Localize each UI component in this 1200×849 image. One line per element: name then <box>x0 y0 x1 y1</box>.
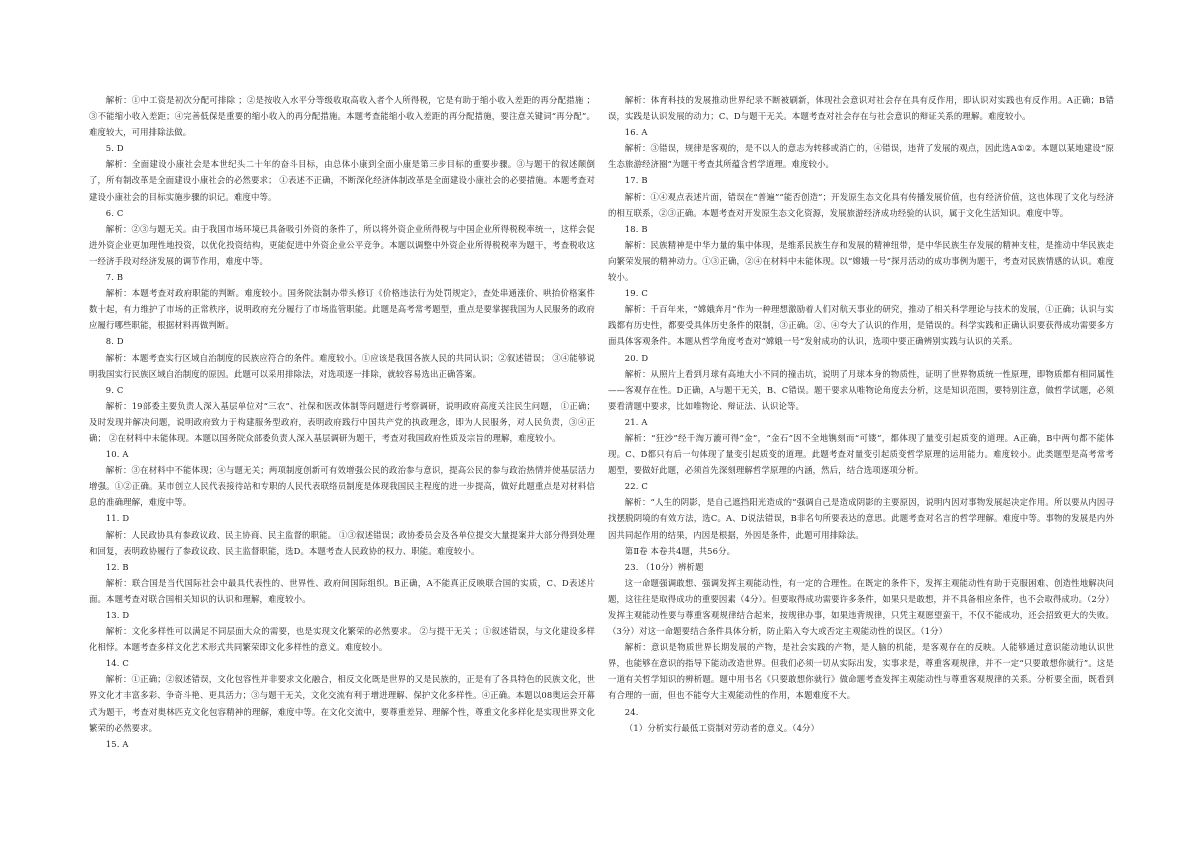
paragraph: 解析：②③与题无关。由于我国市场环境已具备吸引外资的条件了，所以将外资企业所得税与中国企业所得税税率统一，这样会促进外资企业更加理性地投资，以优化投资结构，更能促进中外资企业公平竞争。本题以调整中外资企业所得税税率为题干，考查税收这一经济手段对经济发展的调节作用，难度中等。 <box>89 223 595 266</box>
paragraph: 解析：①中工资是初次分配可排除 ；②是按收入水平分等级收取高收入者个人所得税，它是有助于缩小收入差距的再分配措施 ；③不能缩小收入差距；④完善低保是重要的缩小收入的再分配措施。本题考查能缩小收入差距的再分配措施，要注意关键词“再分配”。难度较大，可用排除法做。 <box>89 95 595 138</box>
paragraph: 解析：联合国是当代国际社会中最具代表性的、世界性、政府间国际组织。B正确，A不能真正反映联合国的实质，C、D表述片面。本题考查对联合国相关知识的认识和理解，难度较小。 <box>89 577 595 604</box>
paragraph: 解析：③在材料中不能体现；④与题无关；两项制度创新可有效增强公民的政治参与意识，提高公民的参与政治热情并使基层活力增强。①②正确。某市创立人民代表接待站和专职的人民代表联络员制度是体现我国民主程度的进一步提高，做好此题重点是对材料信息的准确理解，难度中等。 <box>89 465 595 508</box>
paragraph: 解析：本题考查实行区域自治制度的民族应符合的条件。难度较小。①应该是我国各族人民的共同认识；②叙述错误； ③④能够说明我国实行民族区域自治制度的原因。此题可以采用排除法，对选项逐一排除，就较容易选出正确答案。 <box>89 352 595 379</box>
paragraph: 10. A <box>105 449 129 460</box>
left-column <box>89 92 595 752</box>
paragraph: 23. （10分）辨析题 <box>624 561 704 572</box>
paragraph: 解析：千百年来，“嫦娥奔月”作为一种理想激励着人们对航天事业的研究，推动了相关科学理论与技术的发展，①正确；认识与实践都有历史性，都要受具体历史条件的限制，③正确。②、④夸大了认识的作用，是错误的。科学实践和正确认识要获得成功需要多方面具体客观条件。本题从哲学角度考查对“嫦娥一号”发射成功的认识，选项中要正确辨别实践与认识的关系。 <box>608 304 1114 347</box>
right-column <box>608 92 1114 736</box>
paragraph: 7. B <box>105 272 124 283</box>
paragraph: 解析：人民政协具有参政议政、民主协商、民主监督的职能。 ①③叙述错误；政协委员会及各单位提交大量提案并大部分得到处理和回复，表明政协履行了参政议政、民主监督职能，选D。本题考查人民政协的权力、职能。难度较小。 <box>89 529 595 556</box>
paragraph: 12. B <box>105 561 129 572</box>
paragraph: 解析：本题考查对政府职能的判断。难度较小。国务院法制办带头修订《价格违法行为处罚规定》，查处串通涨价、哄抬价格案件数十起，有力维护了市场的正常秩序，说明政府充分履行了市场监管职能。此题是高考常考题型，重点是要掌握我国为人民服务的政府应履行哪些职能，根据材料再做判断。 <box>89 288 595 331</box>
paragraph: 5. D <box>105 143 124 154</box>
paragraph: 解析：“人生的阴影，是自己遮挡阳光造成的”强调自己是造成阴影的主要原因，说明内因对事物发展起决定作用。所以要从内因寻找摆脱阴境的有效方法，选C。A、D说法错误，B非名句所要表达的意思。此题考查对名言的哲学理解。难度中等。事物的发展是内外因共同起作用的结果，内因是根据，外因是条件，此题可用排除法。 <box>608 497 1114 540</box>
paragraph: 解析：文化多样性可以满足不同层面大众的需要，也是实现文化繁荣的必然要求。 ②与提干无关 ；①叙述错误，与文化建设多样化相悖。本题考查多样文化艺术形式共同繁荣即文化多样性的意义。难度较小。 <box>89 626 595 653</box>
paragraph: 解析：③错误，规律是客观的，是不以人的意志为转移或消亡的，④错误，违背了发展的观点，因此选A①②。本题以某地建设“原生态旅游经济圈”为题干考查其所蕴含哲学道理。难度较小。 <box>608 143 1114 170</box>
paragraph: 14. C <box>105 658 129 669</box>
paragraph: 解析：民族精神是中华力量的集中体现，是维系民族生存和发展的精神纽带，是中华民族生存发展的精神支柱，是推动中华民族走向繁荣发展的精神动力。①③正确，②④在材料中未能体现。以“嫦娥一号”探月活动的成功事例为题干，考查对民族情感的认识。难度较小。 <box>608 239 1114 283</box>
paragraph: 第Ⅱ卷 本卷共4题，共56分。 <box>624 545 736 556</box>
paragraph: 8. D <box>105 336 124 347</box>
paragraph: （1）分析实行最低工资制对劳动者的意义。（4分） <box>624 722 820 733</box>
paragraph: 解析：全面建设小康社会是本世纪头二十年的奋斗目标，由总体小康到全面小康是第三步目标的重要步骤。③与题干的叙述颠倒了，所有制改革是全面建设小康社会的必然要求； ①表述不正确，不断深化经济体制改革是全面建设小康社会的必要措施。本题考查对建设小康社会的目标实施步骤的识记。难度中等。 <box>89 159 595 202</box>
paragraph: 22. C <box>624 481 648 492</box>
paragraph: 解析：“狂沙”经千淘万漉可得“金”，“金石”因不全地镌刻而“可镂”，都体现了量变引起质变的道理。A正确，B中两句都不能体现。C、D都只有后一句体现了量变引起质变的道理。此题考查对量变引起质变哲学原理的运用能力。难度较小。此类题型是高考常考题型，要做好此题，必须首先深刻理解哲学原理的内涵，然后，结合选项逐项分析。 <box>608 432 1114 476</box>
paragraph: 6. C <box>105 207 124 218</box>
paragraph: 解析：①正确；②叙述错误，文化包容性并非要求文化融合，相反文化既是世界的又是民族的，正是有了各具特色的民族文化，世界文化才丰富多彩、争奇斗艳、更具活力；③与题干无关，文化交流有利于增进理解、保护文化多样性。④正确。本题以08奥运会开幕式为题干，考查对奥林匹克文化包容精神的理解，难度中等。在文化交流中，要尊重差异、理解个性，尊重文化多样化是实现世界文化繁荣的必然要求。 <box>89 674 595 733</box>
paragraph: 16. A <box>624 127 648 138</box>
paragraph: 解析：意识是物质世界长期发展的产物，是社会实践的产物，是人脑的机能，是客观存在的反映。人能够通过意识能动地认识世界，也能够在意识的指导下能动改造世界。但我们必须一切从实际出发，实事求是，尊重客观规律，并不一定“只要敢想你就行”。这是一道有关哲学知识的辨析题。题中用书名《只要敢想你就行》做命题考查发挥主观能动性与尊重客观规律的关系。分析要全面，既看到有合理的一面，但也不能夸大主观能动性的作用，本题难度不大。 <box>608 642 1114 701</box>
paragraph: 18. B <box>624 223 648 234</box>
paragraph: 15. A <box>105 738 129 749</box>
paragraph: 13. D <box>105 610 130 620</box>
paragraph: 11. D <box>105 513 130 524</box>
paragraph: 19. C <box>624 288 648 299</box>
paragraph: 21. A <box>624 416 648 427</box>
paragraph: 解析：①④观点表述片面，错误在“普遍”“能否创造”；开发原生态文化具有传播发展价值，也有经济价值，这也体现了文化与经济的相互联系，②③正确。本题考查对开发原生态文化资源，发展旅游经济成功经验的认识，属于文化生活知识。难度中等。 <box>608 191 1114 218</box>
paragraph: 这一命题强调敢想、强调发挥主观能动性，有一定的合理性。在既定的条件下，发挥主观能动性有助于克服困难、创造性地解决问题，这往往是取得成功的重要因素（4分）。但要取得成功需要许多条件，如果只是敢想，并不具备相应条件，也不会取得成功。（2分）发挥主观能动性要与尊重客观规律结合起来，按规律办事，如果违背规律，只凭主观愿望蛮干，不仅不能成功，还会招致更大的失败。（3分）对这一命题要结合条件具体分析，防止陷入夸大或否定主观能动性的误区。（1分） <box>608 577 1114 637</box>
paragraph: 解析：19部委主要负责人深入基层单位对“三农”、社保和医改体制等问题进行考察调研，说明政府高度关注民生问题， ①正确；及时发现并解决问题，说明政府致力于构建服务型政府，表明政府践行中国共产党的执政理念，即为人民服务，对人民负责，③④正确； ②在材料中未能体现。本题以国务院众部委负责人深入基层调研为题干，考查对我国政府性质及宗旨的理解，难度较小。 <box>89 400 595 443</box>
paragraph: 9. C <box>105 384 124 395</box>
paragraph: 17. B <box>624 175 648 186</box>
paragraph: 解析：体育科技的发展推动世界纪录不断被刷新，体现社会意识对社会存在具有反作用，即认识对实践也有反作用。A正确；B错误，实践是认识发展的动力；C、D与题干无关。本题考查对社会存在与社会意识的辩证关系的理解。难度较小。 <box>608 95 1114 122</box>
paragraph: 解析：从照片上看到月球有高地大小不同的撞击坑，说明了月球本身的物质性，证明了世界物质统一性原理，即物质都有相同属性——客观存在性。D正确，A与题干无关，B、C错误。题干要求从唯物论角度去分析，这是知识范围，要特别注意，做哲学试题，必须要看清题中要求，比如唯物论、辩证法、认识论等。 <box>608 368 1114 411</box>
paragraph: 24. <box>624 706 639 717</box>
paragraph: 20. D <box>624 352 649 363</box>
